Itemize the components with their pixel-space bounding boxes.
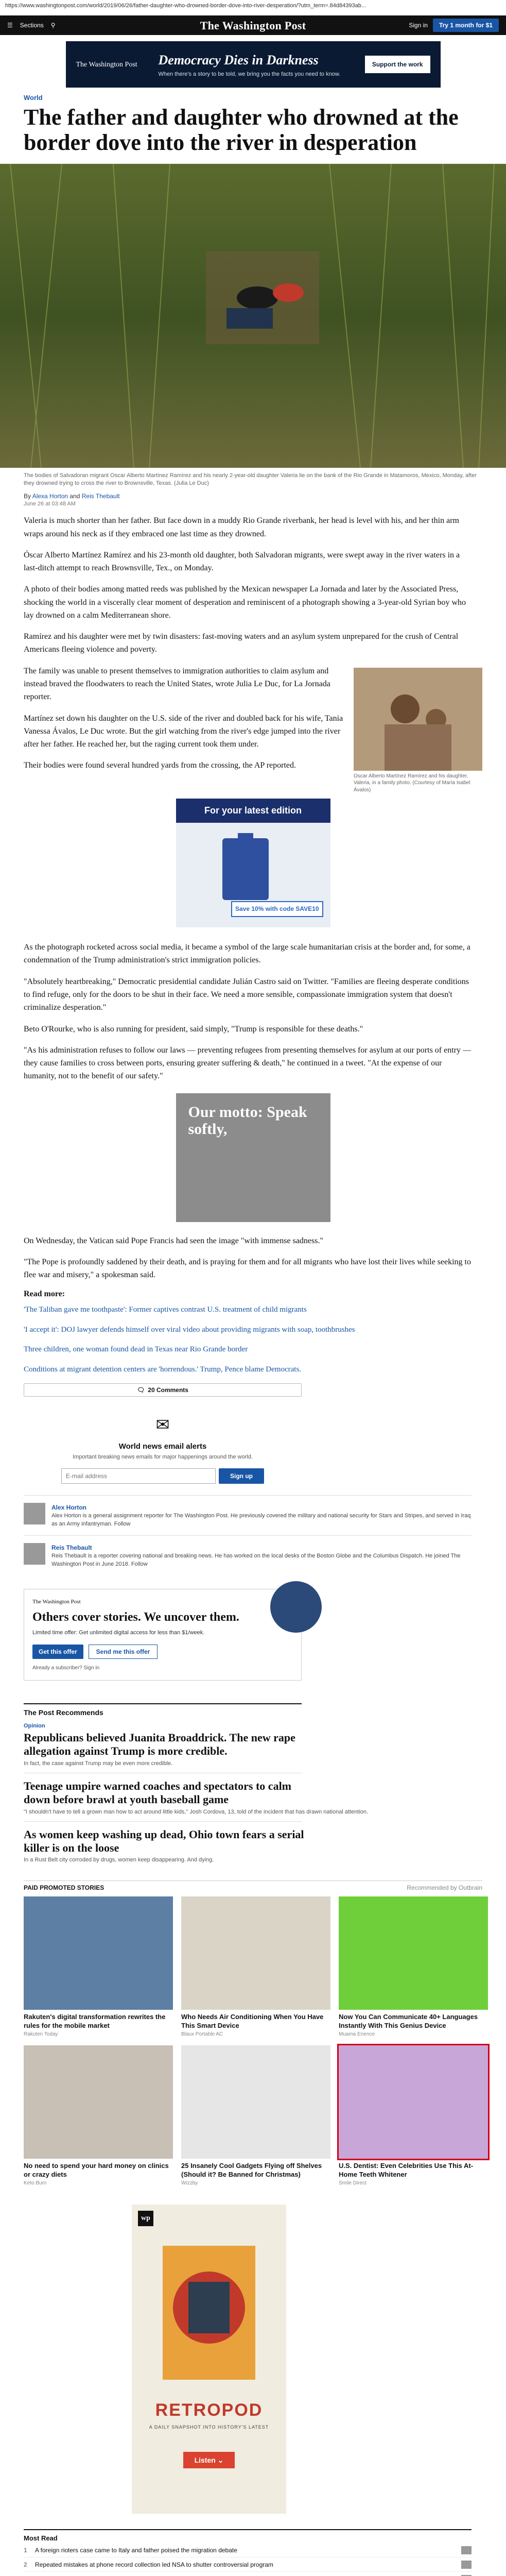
podcast-sub: A DAILY SNAPSHOT INTO HISTORY'S LATEST: [149, 2424, 269, 2430]
paragraph: "As his administration refuses to follow our laws — preventing refugees from presenting themselves for asylum at our ports of entry — they cause families to cross between ports, ensuring greater suffering & death," he continued in a tweet. "At the expense of our humanity, not to the benefit of our safety.": [24, 1045, 472, 1081]
paragraph: Their bodies were found several hundred yards from the crossing, the AP reported.: [24, 761, 296, 770]
rec-headline[interactable]: Teenage umpire warned coaches and spectators to calm down before brawl at youth baseball game: [24, 1779, 292, 1806]
promoted-title: PAID PROMOTED STORIES: [24, 1884, 104, 1892]
ad-cta-button[interactable]: Support the work: [365, 56, 430, 73]
signin-note[interactable]: Already a subscriber? Sign in: [32, 1665, 100, 1671]
listen-button[interactable]: Listen ⌄: [183, 2452, 235, 2468]
section-kicker[interactable]: World: [24, 94, 43, 101]
rec-headline[interactable]: Republicans believed Juanita Broaddrick. The new rape allegation against Trump is more credible.: [24, 1731, 295, 1758]
comment-icon: 🗨: [137, 1386, 145, 1394]
author-name[interactable]: Reis Thebault: [51, 1544, 92, 1552]
author-card: [24, 1495, 472, 1535]
subscribe-box: [24, 1589, 302, 1681]
outbrain-label[interactable]: Recommended by Outbrain: [407, 1884, 482, 1892]
search-icon[interactable]: ⚲: [50, 22, 56, 29]
promoted-source: Keto Burn: [24, 2180, 47, 2186]
promoted-title: Who Needs Air Conditioning When You Have This Smart Device: [181, 2013, 324, 2030]
most-read-item[interactable]: [24, 2572, 472, 2576]
podcast-title: RETROPOD: [155, 2400, 263, 2420]
top-nav: [0, 15, 506, 35]
read-more-title: Read more:: [24, 1290, 65, 1299]
subscribe-offer: Limited time offer: Get unlimited digital access for less than $1/week.: [32, 1630, 205, 1636]
promoted-source: Rakuten Today: [24, 2031, 58, 2038]
paragraph: Beto O'Rourke, who is also running for president, said simply, "Trump is responsible for these deaths.": [24, 1024, 363, 1033]
promoted-image: [339, 2045, 488, 2159]
promoted-card[interactable]: [181, 2045, 330, 2194]
inline-figure: [354, 668, 482, 794]
wp-logo-icon: wp: [138, 2211, 153, 2226]
article-headline: The father and daughter who drowned at the border dove into the river in desperation: [24, 105, 459, 156]
promoted-image: [24, 2045, 173, 2159]
promoted-source: Blaux Portable AC: [181, 2031, 223, 2038]
avatar: [24, 1503, 45, 1524]
avatar: [24, 1543, 45, 1565]
read-more-link[interactable]: 'The Taliban gave me toothpaste': Former captives contrast U.S. treatment of child migrants: [24, 1306, 307, 1314]
newsletter-signup: [24, 1412, 302, 1484]
most-read-title: Most Read: [24, 2529, 472, 2544]
send-offer-button[interactable]: Send me this offer: [89, 1645, 158, 1659]
read-more-link[interactable]: 'I accept it': DOJ lawyer defends himself over viral video about providing migrants with soap, toothbrushes: [24, 1325, 355, 1334]
most-read-item[interactable]: [24, 2543, 472, 2557]
promoted-image: [339, 1896, 488, 2010]
promoted-source: Smile Direct: [339, 2180, 367, 2186]
envelope-icon: ✉: [155, 1415, 170, 1434]
menu-icon[interactable]: ☰: [7, 22, 13, 29]
promoted-title: Now You Can Communicate 40+ Languages Instantly With This Genius Device: [339, 2013, 478, 2030]
promoted-image: [181, 1896, 330, 2010]
read-more-link[interactable]: Three children, one woman found dead in Texas near Rio Grande border: [24, 1345, 248, 1354]
motto-ad[interactable]: Our motto: Speak softly,: [176, 1093, 330, 1222]
publish-date: June 26 at 03:48 AM: [24, 501, 76, 507]
promoted-title: U.S. Dentist: Even Celebrities Use This At-Home Teeth Whitener: [339, 2162, 474, 2178]
author-link[interactable]: Alexa Horton: [32, 493, 68, 500]
hero-caption: The bodies of Salvadoran migrant Oscar Alberto Martínez Ramírez and his nearly 2-year-old daughter Valeria lie on the bank of the Rio Grande in Matamoros, Mexico, Monday, after they drowned trying to cross the river to Brownsville, Texas. (Julia Le Duc): [24, 472, 477, 486]
paragraph: Valeria is much shorter than her father. But face down in a muddy Rio Grande riverbank, her head is level with his, and her thin arm wraps around his neck as if they embraced one last time as they drowned.: [24, 516, 459, 538]
hero-photo: [0, 164, 506, 468]
subscribe-brand: The Washington Post: [32, 1598, 81, 1605]
email-field[interactable]: [61, 1468, 216, 1484]
author-name[interactable]: Alex Horton: [51, 1504, 87, 1512]
rec-sub: In a Rust Belt city corroded by drugs, women keep disappearing. And dying.: [24, 1857, 214, 1863]
promoted-title: No need to spend your hard money on clinics or crazy diets: [24, 2162, 169, 2178]
promoted-image: [181, 2045, 330, 2159]
most-read-headline: Repeated mistakes at phone record collection led NSA to shutter controversial program: [35, 2561, 273, 2568]
thumbnail: [461, 2561, 472, 2569]
promoted-card[interactable]: [339, 1896, 488, 2045]
family-photo: [354, 668, 482, 771]
most-read-headline: A foreign rioters case came to Italy and father poised the migration debate: [35, 2546, 237, 2554]
paragraph: Ramírez and his daughter were met by twin disasters: fast-moving waters and an asylum system unprepared for the crush of Central Americans fleeing violence and poverty.: [24, 632, 459, 654]
subscribe-title: Others cover stories. We uncover them.: [32, 1611, 239, 1624]
paragraph: "Absolutely heartbreaking," Democratic presidential candidate Julián Castro said on Twitter. "Families are fleeing desperate conditions to find refuge, only for the doors to be shut in their face. We need a more sensible, compassionate immigration system that doesn't criminalize desperation.": [24, 977, 469, 1012]
paragraph: Martínez set down his daughter on the U.S. side of the river and doubled back for his wife, Tania Vanessa Ávalos, Le Duc wrote. But the girl watching from the river's edge jumped into the river after her father. He reached her, but the raging current took them under.: [24, 714, 343, 749]
most-read: [24, 2529, 482, 2576]
rank-number: 2: [24, 2561, 27, 2568]
site-logo[interactable]: The Washington Post: [200, 19, 306, 32]
article-body: [24, 514, 482, 1281]
promoted-card[interactable]: [24, 2045, 173, 2194]
promoted-title: Rakuten's digital transformation rewrites the rules for the mobile market: [24, 2013, 166, 2030]
sections-link[interactable]: Sections: [20, 22, 44, 29]
ad-sub: When there's a story to be told, we bring you the facts you need to know.: [158, 71, 341, 78]
post-recommends: [24, 1703, 482, 1863]
newsletter-sub: Important breaking news emails for major happenings around the world.: [73, 1453, 253, 1460]
top-banner-ad[interactable]: [66, 41, 441, 88]
paragraph: The family was unable to present themselves to immigration authorities to claim asylum and instead braved the floodwaters to reach the United States, wrote Julia Le Duc, for La Jornada reporter.: [24, 666, 330, 702]
promoted-card[interactable]: [181, 1896, 330, 2045]
author-bio: Reis Thebault is a reporter covering national and breaking news. He has worked on the local desks of the Boston Globe and the Columbus Dispatch. He joined The Washington Post in June 2018. Follow: [51, 1553, 461, 1567]
byline: By Alexa Horton and Reis Thebault: [24, 493, 120, 500]
promoted-card[interactable]: [24, 1896, 173, 2045]
rec-sub: "I shouldn't have to tell a grown man how to act around little kids," Josh Cordova, 13, told of the incident that has drawn national attention.: [24, 1808, 369, 1815]
rec-sub: In fact, the case against Trump may be even more credible.: [24, 1760, 173, 1767]
ad-brand: The Washington Post: [76, 60, 137, 69]
promoted-source: Muama Enence: [339, 2031, 375, 2038]
author-link[interactable]: Reis Thebault: [81, 493, 120, 500]
comments-button[interactable]: 🗨 20 Comments: [24, 1383, 302, 1397]
retropod-ad[interactable]: [132, 2205, 286, 2514]
author-bio: Alex Horton is a general assignment reporter for The Washington Post. He previously covered the military and national security for Stars and Stripes, and served in Iraq as an Army infantryman. Follow: [51, 1513, 471, 1527]
read-more: [24, 1290, 482, 1375]
most-read-item[interactable]: [24, 2557, 472, 2572]
author-card: [24, 1535, 472, 1575]
section-title: The Post Recommends: [24, 1703, 302, 1717]
promoted-stories: [24, 1880, 482, 2194]
paragraph: Óscar Alberto Martínez Ramírez and his 23-month old daughter, both Salvadoran migrants, were swept away in the river waters in a last-ditch attempt to reach Brownsville, Tex., on Monday.: [24, 550, 460, 573]
paragraph: A photo of their bodies among matted reeds was published by the Mexican newspaper La Jornada and later by the Associated Press, shocking the world in a viscerally clear moment of desperation and reminiscent of a photograph showing a 3-year-old Syrian boy who lay drowned on a calm Mediterranean shore.: [24, 585, 466, 620]
paragraph: "The Pope is profoundly saddened by their death, and is praying for them and for all migrants who have lost their lives while seeking to flee war and misery," a spokesman said.: [24, 1257, 471, 1280]
thumbnail: [461, 2546, 472, 2554]
newsletter-title: World news email alerts: [118, 1442, 207, 1451]
signup-button[interactable]: Sign up: [219, 1468, 264, 1484]
figure-caption: Oscar Alberto Martínez Ramírez and his daughter, Valeria, in a family photo. (Courtesy of María Isabel Ávalos): [354, 773, 470, 793]
promoted-source: Wizzby: [181, 2180, 198, 2186]
promoted-card[interactable]: [339, 2045, 488, 2194]
signin-link[interactable]: Sign in: [409, 22, 428, 29]
ad-headline: Democracy Dies in Darkness: [158, 53, 319, 68]
address-bar[interactable]: https://www.washingtonpost.com/world/2019/06/26/father-daughter-who-drowned-border-dove-into-river-desperation/?utm_term=.84d84393ab...: [0, 0, 506, 15]
get-offer-button[interactable]: Get this offer: [32, 1645, 83, 1659]
rank-number: 1: [24, 2546, 27, 2554]
magnifier-graphic: [270, 1581, 322, 1633]
promoted-title: 25 Insanely Cool Gadgets Flying off Shelves (Should it? Be Banned for Christmas): [181, 2162, 322, 2178]
ad-heading: For your latest edition: [176, 799, 330, 823]
read-more-link[interactable]: Conditions at migrant detention centers are 'horrendous.' Trump, Pence blame Democrats.: [24, 1365, 302, 1374]
paragraph: On Wednesday, the Vatican said Pope Francis had seen the image "with immense sadness.": [24, 1236, 324, 1245]
ad-badge: Save 10% with code SAVE10: [231, 901, 323, 917]
promoted-image: [24, 1896, 173, 2010]
paragraph: As the photograph rocketed across social media, it became a symbol of the large scale humanitarian crisis at the border and, for some, a condemnation of the Trump administration's strict immigration policies.: [24, 943, 470, 965]
rec-label: Opinion: [24, 1722, 45, 1729]
rec-headline[interactable]: As women keep washing up dead, Ohio town fears a serial killer is on the loose: [24, 1827, 304, 1854]
subscribe-button[interactable]: Try 1 month for $1: [433, 19, 499, 32]
inline-ad[interactable]: [176, 799, 330, 927]
